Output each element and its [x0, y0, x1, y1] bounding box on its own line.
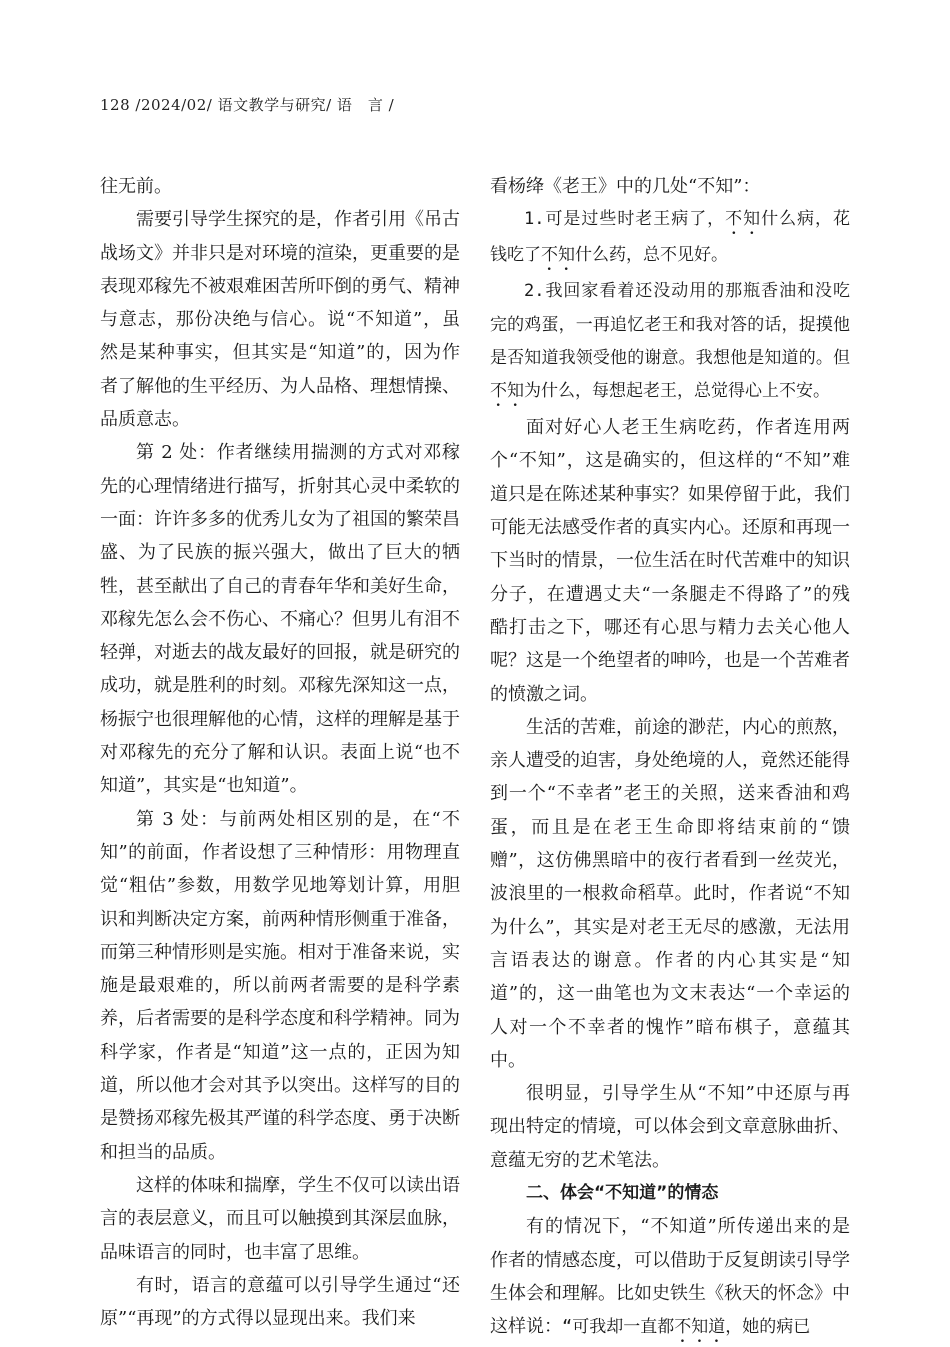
left-column	[100, 170, 460, 1335]
paragraph-text: 有的情况下，“不知道”所传递出来的是作者的情感态度，可以借助于反复朗读引导学生体会和理解。比如史铁生《秋天的怀念》中这样说：	[490, 1216, 850, 1338]
quote-text: ，她的病已	[725, 1317, 811, 1338]
quote-text: 为什么，每想起老王，总觉得心上不安。	[524, 381, 830, 402]
quote-text: 2.我回家看着还没动用的那瓶香油和没吃完的鸡蛋，一再追忆老王和我对答的话，捉摸他是否知道我领受他的谢意。我想他是知道的。但	[490, 281, 850, 368]
quote-2	[490, 275, 850, 411]
section-heading: 二、体会“不知道”的情态	[526, 1183, 719, 1204]
emphasis-buzhi: 不知	[541, 245, 575, 266]
emphasis-buzhidao: 不知道	[674, 1317, 726, 1338]
emphasis-buzhi: 不知	[490, 381, 524, 402]
right-column	[490, 170, 850, 1347]
quote-text: 1.可是过些时老王病了，	[524, 209, 726, 230]
running-header: 128 /2024/02/ 语文教学与研究/ 语 言 /	[100, 96, 395, 114]
quote-1	[490, 203, 850, 275]
paragraph: 看杨绛《老王》中的几处“不知”：	[490, 176, 761, 197]
paragraph: 往无前。	[100, 176, 172, 197]
paragraph: 面对好心人老王生病吃药，作者连用两个“不知”，这是确实的，但这样的“不知”难道只是在陈述某种事实？如果停留于此，我们可能无法感受作者的真实内心。还原和再现一下当时的情景，一位生活在时代苦难中的知识分子，在遭遇丈夫“一条腿走不得路了”的残酷打击之下，哪还有心思与精力去关心他人呢？这是一个绝望者的呻吟，也是一个苦难者的愤激之词。	[490, 417, 850, 705]
paragraph: 第 2 处：作者继续用揣测的方式对邓稼先的心理情绪进行描写，折射其心灵中柔软的一面：许许多多的优秀儿女为了祖国的繁荣昌盛、为了民族的振兴强大，做出了巨大的牺牲，甚至献出了自己的青春年华和美好生命，邓稼先怎么会不伤心、不痛心？但男儿有泪不轻弹，对逝去的战友最好的回报，就是研究的成功，就是胜利的时刻。邓稼先深知这一点，杨振宁也很理解他的心情，这样的理解是基于对邓稼先的充分了解和认识。表面上说“也不知道”，其实是“也知道”。	[100, 442, 460, 797]
quote-text: 什么药，总不见好。	[575, 245, 728, 266]
paragraph: 有时，语言的意蕴可以引导学生通过“还原”“再现”的方式得以显现出来。我们来	[100, 1274, 460, 1330]
paragraph	[490, 1210, 850, 1347]
quote-text: 什么病，花钱吃了	[490, 209, 850, 266]
paragraph: 第 3 处：与前两处相区别的是，在“不知”的前面，作者设想了三种情形：用物理直觉“粗估”参数，用数学见地筹划计算，用胆识和判断决定方案，前两种情形侧重于准备，而第三种情形则是实施。相对于准备来说，实施是最艰难的，所以前两者需要的是科学素养，后者需要的是科学态度和科学精神。同为科学家，作者是“知道”这一点的，正因为知道，所以他才会对其予以突出。这样写的目的是赞扬邓稼先极其严谨的科学态度、勇于决断和担当的品质。	[100, 808, 460, 1163]
paragraph: 很明显，引导学生从“不知”中还原与再现出特定的情境，可以体会到文章意脉曲折、意蕴无穷的艺术笔法。	[490, 1083, 850, 1171]
quote-text: “可我却一直都	[562, 1317, 675, 1338]
paragraph: 这样的体味和揣摩，学生不仅可以读出语言的表层意义，而且可以触摸到其深层血脉，品味语言的同时，也丰富了思维。	[100, 1174, 460, 1263]
paragraph: 需要引导学生探究的是，作者引用《吊古战场文》并非只是对环境的渲染，更重要的是表现邓稼先不被艰难困苦所吓倒的勇气、精神与意志，那份决绝与信心。说“不知道”，虽然是某种事实，但其实是“知道”的，因为作者了解他的生平经历、为人品格、理想情操、品质意志。	[100, 209, 460, 431]
paragraph: 生活的苦难，前途的渺茫，内心的煎熬，亲人遭受的迫害，身处绝境的人，竟然还能得到一个“不幸者”老王的关照，送来香油和鸡蛋，而且是在老王生命即将结束前的“馈赠”，这仿佛黑暗中的夜行者看到一丝荧光，波浪里的一根救命稻草。此时，作者说“不知为什么”，其实是对老王无尽的感激，无法用言语表达的谢意。作者的内心其实是“知道”的，这一曲笔也为文末表达“一个幸运的人对一个不幸者的愧怍”暗布棋子，意蕴其中。	[490, 716, 850, 1071]
emphasis-buzhi: 不知	[725, 209, 762, 230]
